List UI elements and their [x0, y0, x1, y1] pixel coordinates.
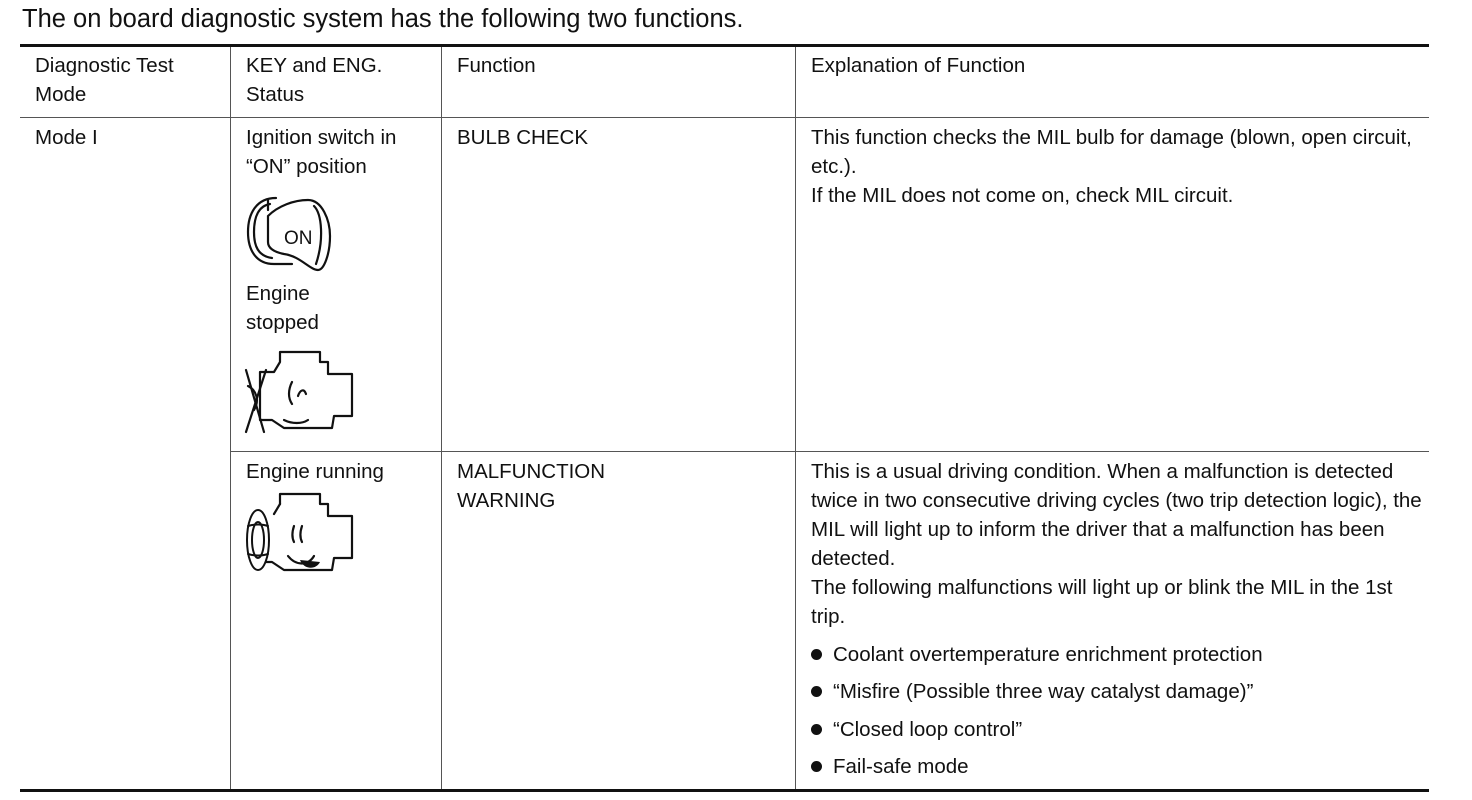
bullet-dot-icon	[811, 761, 822, 772]
bullet-item	[811, 640, 1263, 669]
header-divider	[20, 117, 1429, 118]
bullet-item	[811, 752, 969, 781]
status-engine-stopped-text: Engine stopped	[246, 282, 319, 334]
bullet-text: “Misfire (Possible three way catalyst damage)”	[833, 680, 1254, 703]
bullet-item	[811, 715, 1022, 744]
explanation-paragraph: This function checks the MIL bulb for damage (blown, open circuit, etc.).	[811, 126, 1412, 178]
function-cell: MALFUNCTION WARNING	[457, 460, 606, 512]
table-bottom-rule	[20, 789, 1429, 792]
column-divider	[230, 47, 231, 789]
header-function: Function	[457, 54, 536, 77]
engine-stopped-icon	[244, 344, 360, 436]
ignition-key-icon	[244, 192, 336, 276]
header-mode: Diagnostic Test Mode	[35, 54, 174, 106]
row-divider	[230, 451, 1429, 452]
bullet-text: “Closed loop control”	[833, 718, 1023, 741]
explanation-paragraph: If the MIL does not come on, check MIL circuit.	[811, 184, 1234, 207]
table-top-rule	[20, 44, 1429, 47]
bullet-dot-icon	[811, 649, 822, 660]
status-ignition-text: Ignition switch in “ON” position	[246, 126, 397, 178]
explanation-paragraph: The following malfunctions will light up or blink the MIL in the 1st trip.	[811, 576, 1393, 628]
header-explanation: Explanation of Function	[811, 54, 1026, 77]
status-engine-running-text: Engine running	[246, 460, 384, 483]
column-divider	[441, 47, 442, 789]
bullet-dot-icon	[811, 686, 822, 697]
function-cell: BULB CHECK	[457, 126, 589, 149]
bullet-text: Fail-safe mode	[833, 755, 969, 778]
engine-running-icon	[244, 490, 360, 582]
mode-cell: Mode I	[35, 126, 98, 149]
bullet-dot-icon	[811, 724, 822, 735]
bullet-text: Coolant overtemperature enrichment protection	[833, 643, 1263, 666]
key-on-label: ON	[284, 228, 313, 249]
intro-text: The on board diagnostic system has the following two functions.	[22, 5, 744, 33]
bullet-item	[811, 677, 1253, 706]
header-status: KEY and ENG. Status	[246, 54, 383, 106]
column-divider	[795, 47, 796, 789]
explanation-paragraph: This is a usual driving condition. When a malfunction is detected twice in two consecutive driving cycles (two trip detection logic), the MIL will light up to inform the driver that a malfunction has been detected.	[811, 460, 1422, 570]
